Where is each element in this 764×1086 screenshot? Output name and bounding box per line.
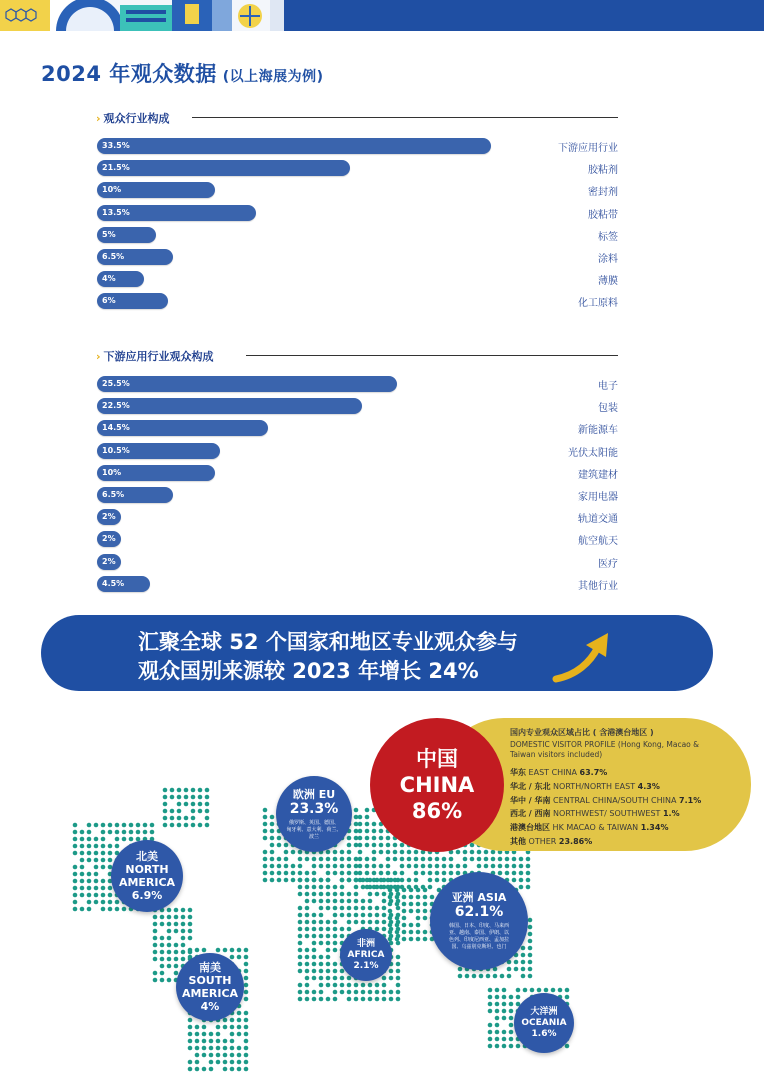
asia-detail-4: 国、乌兹别克斯坦、也门 (451, 944, 507, 950)
section-divider (246, 355, 618, 356)
na-cn: 北美 (136, 850, 158, 863)
china-pct: 86% (411, 799, 463, 823)
category-label: 医疗 (598, 558, 618, 570)
domestic-row: 华中 / 华南 CENTRAL CHINA/SOUTH CHINA 7.1% (510, 795, 702, 805)
bar (97, 293, 168, 309)
china-en: CHINA (399, 773, 475, 797)
page-title: 2024 年观众数据 (以上海展为例) (41, 62, 324, 86)
eu-pct: 23.3% (289, 800, 339, 817)
chevron-right-icon: › (96, 350, 101, 363)
category-label: 薄膜 (598, 276, 618, 288)
domestic-subtitle-2: Taiwan visitors included) (510, 750, 603, 759)
category-label: 新能源车 (578, 425, 618, 437)
category-label: 电子 (598, 381, 618, 392)
bar-value-label: 2% (102, 534, 116, 544)
bar-value-label: 14.5% (102, 423, 130, 433)
africa-en: AFRICA (347, 949, 385, 960)
category-label: 涂料 (598, 254, 618, 265)
bar (97, 249, 173, 265)
na-pct: 6.9% (131, 889, 163, 902)
bar (97, 443, 220, 459)
bar-value-label: 4.5% (102, 578, 125, 588)
bar (97, 509, 121, 525)
category-label: 家用电器 (578, 492, 618, 503)
asia-detail-1: 韩国、日本、印度、马来西 (448, 923, 509, 929)
sa-en2: AMERICA (181, 987, 239, 1000)
bar (97, 554, 121, 570)
bar-value-label: 6.5% (102, 490, 125, 499)
bar-value-label: 10.5% (102, 445, 130, 455)
bar (97, 271, 144, 287)
domestic-row: 港澳台地区 HK MACAO & TAIWAN 1.34% (510, 823, 669, 833)
bar (97, 160, 350, 176)
bar-value-label: 22.5% (102, 401, 130, 411)
domestic-title: 国内专业观众区域占比 ( 含港澳台地区 ) (510, 728, 654, 737)
north-america-bubble (111, 840, 183, 912)
headline-line-2: 观众国别来源较 2023 年增长 24% (138, 659, 479, 683)
asia-cn: 亚洲 ASIA (451, 891, 507, 904)
domestic-row: 其他 OTHER 23.86% (510, 837, 593, 846)
chevron-right-icon: › (96, 112, 101, 125)
africa-bubble (340, 929, 392, 981)
china-bubble (370, 718, 504, 852)
category-label: 标签 (598, 231, 618, 243)
eu-label: 欧洲 EU (292, 787, 336, 801)
bar (97, 531, 121, 547)
oceania-cn: 大洋洲 (530, 1006, 558, 1017)
category-label: 密封剂 (588, 187, 618, 199)
page-subtitle: (以上海展为例) (222, 69, 324, 85)
category-label: 胶粘带 (588, 209, 618, 221)
bar-value-label: 6.5% (102, 252, 125, 261)
headline-line-1: 汇聚全球 52 个国家和地区专业观众参与 (138, 630, 518, 654)
category-label: 化工原料 (578, 298, 618, 310)
industry-section-title: › 观众行业构成 (96, 112, 170, 125)
bar (97, 487, 173, 503)
bar-value-label: 4% (102, 274, 116, 284)
asia-detail-2: 亚、越南、泰国、伊朗、以 (448, 930, 509, 936)
section-divider (192, 117, 618, 118)
bar-value-label: 10% (102, 467, 122, 477)
domestic-row: 华东 EAST CHINA 63.7% (510, 768, 608, 777)
category-label: 胶粘剂 (588, 165, 618, 177)
category-label: 航空航天 (578, 536, 618, 548)
oceania-en: OCEANIA (521, 1017, 567, 1028)
south-america-bubble (176, 953, 244, 1021)
category-label: 建筑建材 (578, 469, 618, 481)
oceania-pct: 1.6% (531, 1028, 557, 1039)
domestic-row: 西北 / 西南 NORTHWEST/ SOUTHWEST 1.% (510, 809, 680, 819)
eu-detail-1: 俄罗斯、英国、德国、 (288, 819, 339, 826)
na-en2: AMERICA (118, 876, 176, 889)
category-label: 光伏太阳能 (568, 447, 618, 459)
na-en1: NORTH (125, 863, 169, 876)
domestic-row: 华北 / 东北 NORTH/NORTH EAST 4.3% (510, 781, 660, 791)
sa-en1: SOUTH (188, 974, 232, 987)
bar-value-label: 6% (102, 296, 116, 306)
europe-bubble (276, 776, 352, 852)
bar-value-label: 2% (102, 512, 116, 522)
bar (97, 420, 268, 436)
bar-value-label: 13.5% (102, 207, 130, 217)
bar (97, 576, 150, 592)
sa-pct: 4% (200, 1000, 220, 1013)
china-cn: 中国 (416, 747, 458, 771)
bar-value-label: 5% (102, 229, 116, 239)
bar-value-label: 10% (102, 185, 122, 195)
bar (97, 398, 362, 414)
eu-detail-3: 波兰 (308, 833, 319, 840)
africa-pct: 2.1% (353, 960, 379, 971)
africa-cn: 非洲 (356, 938, 375, 949)
category-label: 包装 (598, 403, 618, 415)
headline-banner (41, 615, 713, 691)
asia-detail-3: 色列、印度尼西亚、孟加拉 (448, 937, 509, 943)
asia-bubble (430, 872, 528, 970)
category-label: 其他行业 (578, 580, 618, 592)
downstream-section-title: › 下游应用行业观众构成 (96, 350, 214, 363)
category-label: 下游应用行业 (558, 143, 618, 154)
bar-value-label: 2% (102, 556, 116, 566)
bar-value-label: 33.5% (102, 141, 130, 150)
bar (97, 182, 215, 198)
bar (97, 376, 397, 392)
bar-value-label: 25.5% (102, 379, 130, 388)
eu-detail-2: 匈牙利、意大利、荷兰、 (286, 826, 342, 833)
bar (97, 227, 156, 243)
bar (97, 205, 256, 221)
bar (97, 138, 491, 154)
bar (97, 465, 215, 481)
asia-pct: 62.1% (454, 904, 504, 920)
oceania-bubble (514, 993, 574, 1053)
bar-value-label: 21.5% (102, 163, 130, 173)
domestic-subtitle-1: DOMESTIC VISITOR PROFILE (Hong Kong, Macao & (510, 740, 699, 749)
header-decoration (0, 0, 284, 31)
growth-arrow-icon (546, 627, 618, 683)
category-label: 轨道交通 (578, 514, 618, 526)
sa-cn: 南美 (199, 961, 221, 974)
